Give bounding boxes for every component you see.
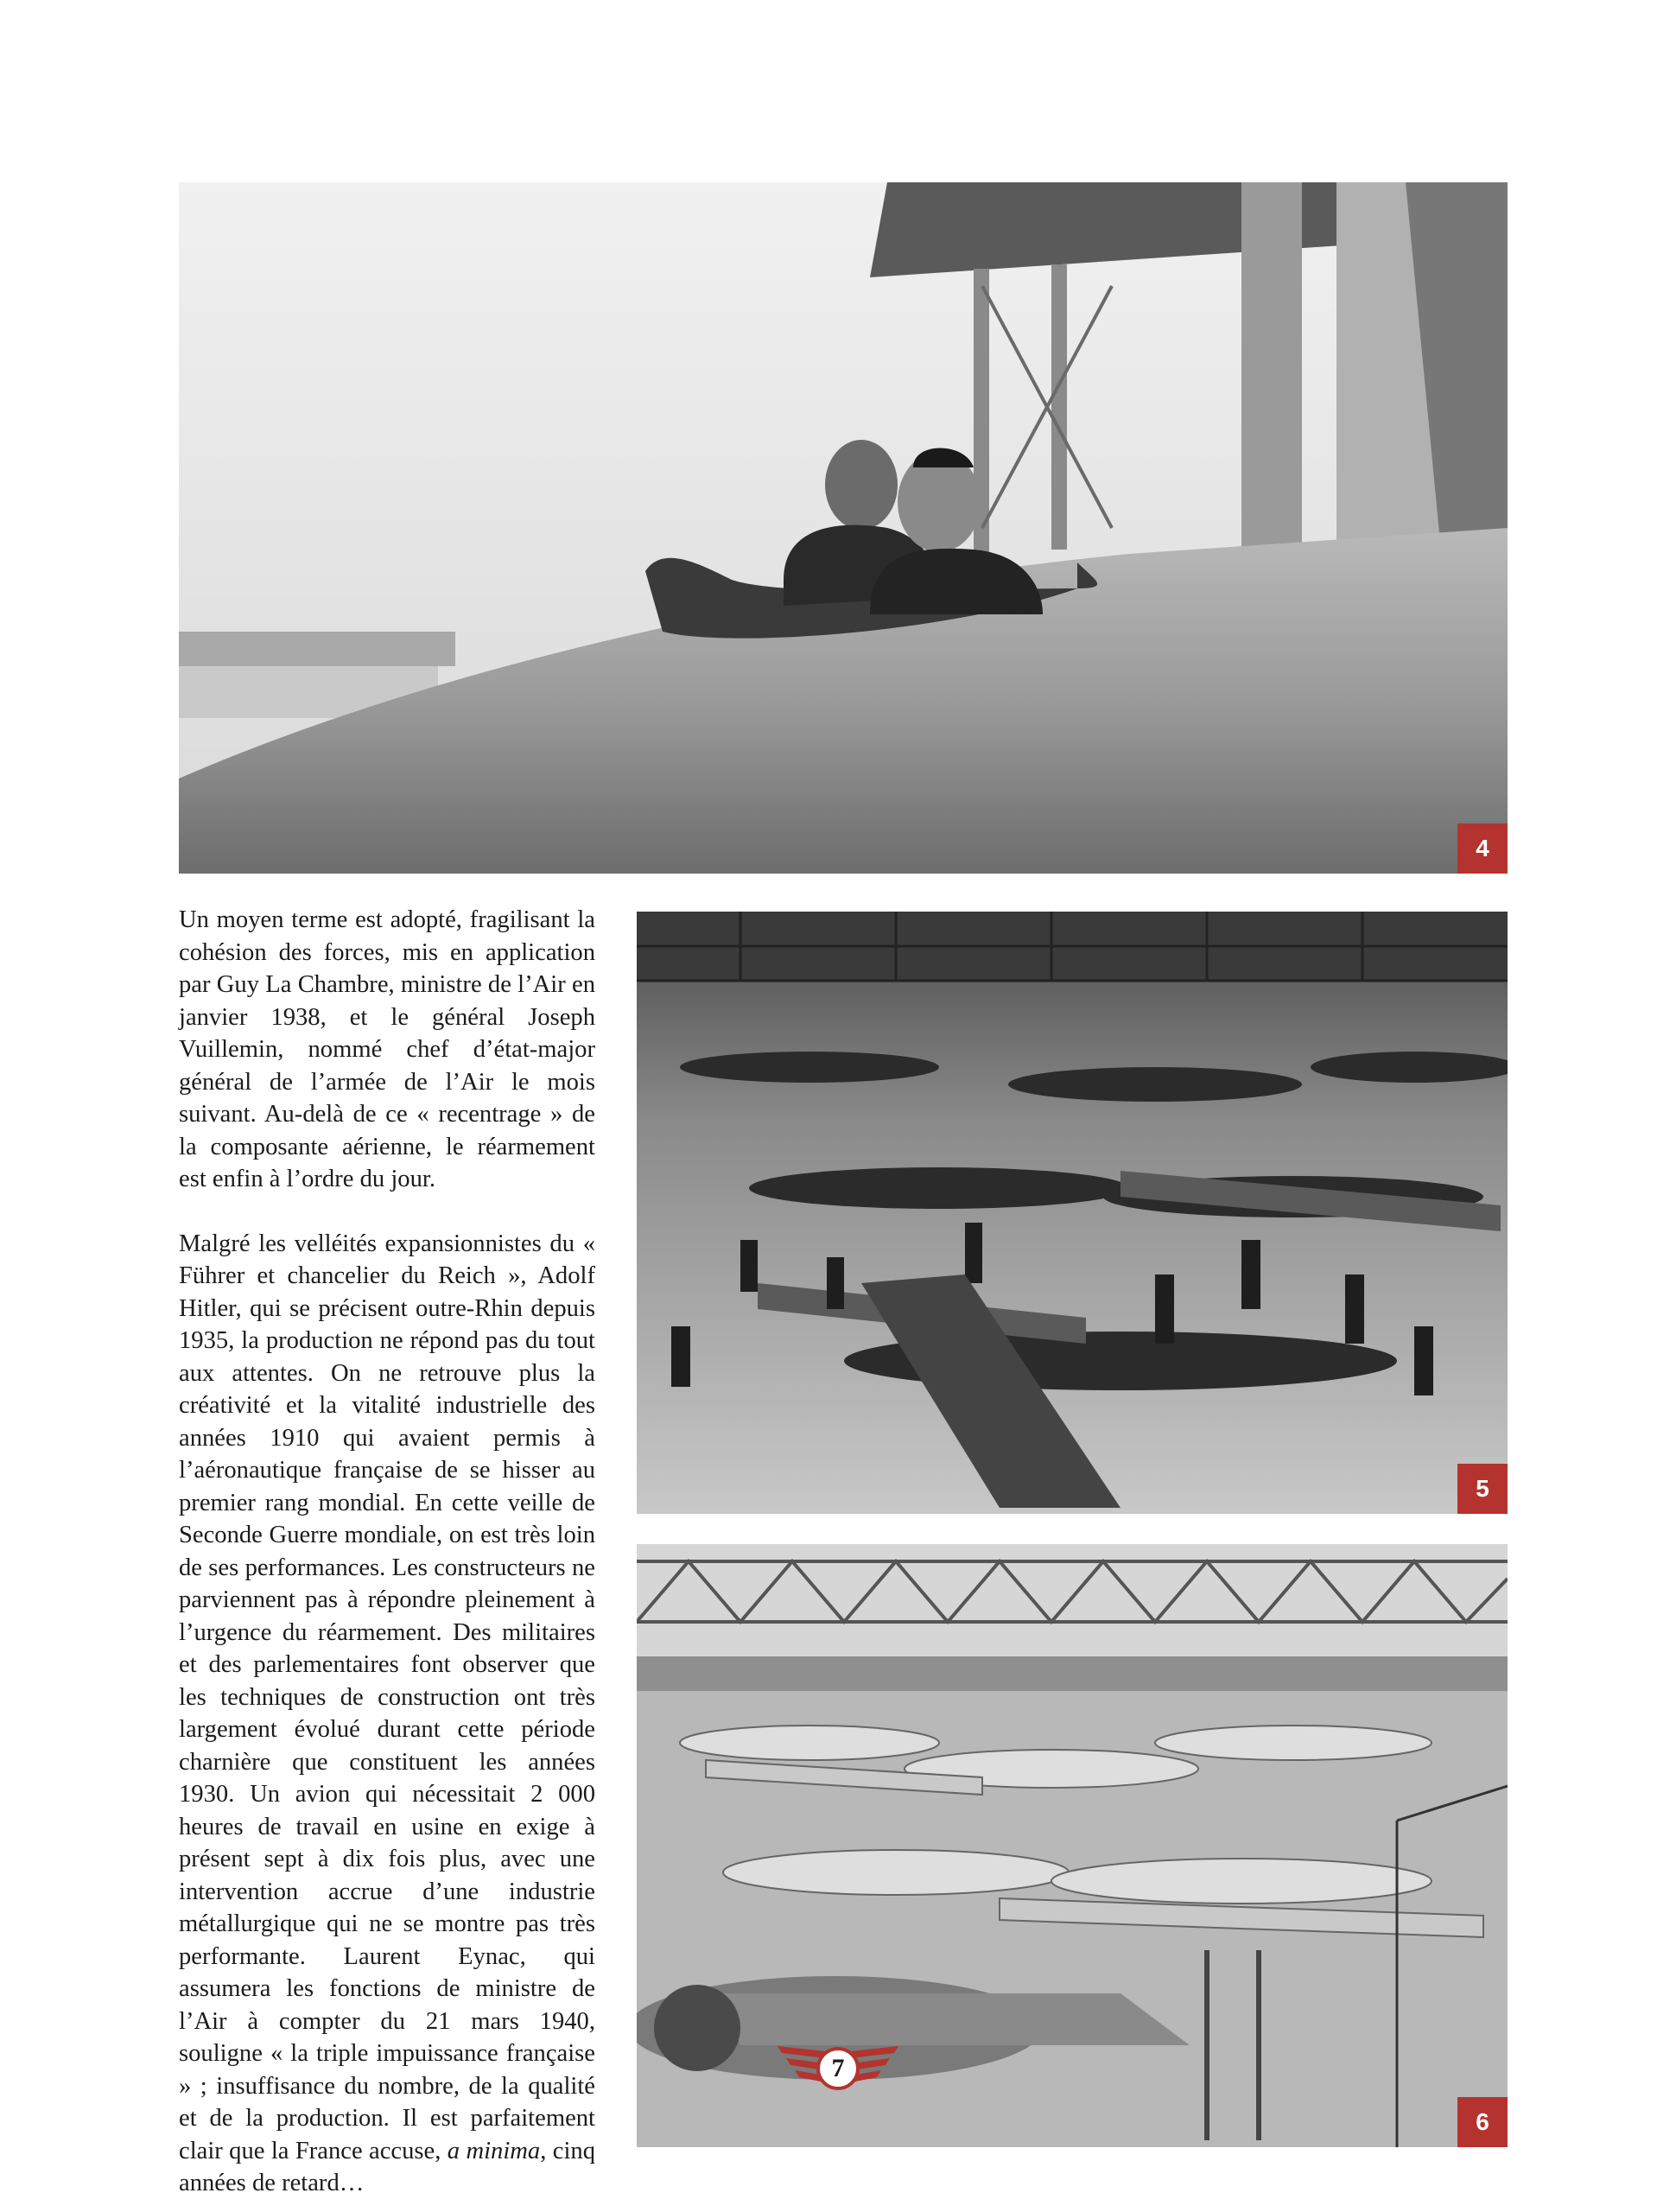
page-number: 7 <box>831 2054 845 2082</box>
photo-assembly-hall <box>637 912 1508 1514</box>
page-footer <box>773 2031 903 2108</box>
paragraph-text: , cinq années de retard… <box>179 2137 595 2196</box>
cockpit-photo-illustration <box>179 182 1508 874</box>
figure-number-badge: 5 <box>1457 1464 1508 1514</box>
paragraph-italic-text: a minima <box>447 2137 541 2164</box>
photo-cockpit <box>179 182 1508 874</box>
assembly-hall-illustration <box>637 912 1508 1514</box>
figure-number-badge: 6 <box>1457 2097 1508 2147</box>
paragraph-text: Malgré les velléités expansionnistes du « Führer et chancelier du Reich », Adolf Hitler, qui se précisent outre-Rhin depuis 1935, la production ne répond pas du tout aux attentes. On ne retrouve plus la créativité et la vitalité industrielle des années 1910 qui avaient permis à l’aéronautique française de se hisser au premier rang mondial. En cette veille de Seconde Guerre mondiale, on est très loin de ses performances. Les constructeurs ne parviennent pas à répondre pleinement à l’urgence du réarmement. Des militaires et des parlementaires font observer que les techniques de construction ont très largement évolué durant cette période charnière que constituent les années 1930. Un avion qui nécessitait 2 000 heures de travail en usine en exige à présent sept à dix fois plus, avec une intervention accrue d’une industrie métallurgique qui ne se montre pas très performante. Laurent Eynac, qui assumera les fonctions de ministre de l’Air à compter du 21 mars 1940, souligne « la triple impuissance française » ; insuffisance du nombre, de la qualité et de la production. Il est parfaitement clair que la France accuse, <box>179 1230 595 2164</box>
paragraph: Un moyen terme est adopté, fragilisant la cohésion des forces, mis en application par Guy La Chambre, ministre de l’Air en janvier 1938, et le général Joseph Vuillemin, nommé chef d’état-major général de l’armée de l’Air le mois suivant. Au-delà de ce « recentrage » de la composante aérienne, le réarmement est enfin à l’ordre du jour. <box>179 906 595 1192</box>
photo-hangar-fighters <box>637 1544 1508 2147</box>
paragraph <box>179 1228 595 2200</box>
figure-number-badge: 4 <box>1457 823 1508 874</box>
hangar-fighters-illustration <box>637 1544 1508 2147</box>
article-text-column <box>179 904 595 2200</box>
